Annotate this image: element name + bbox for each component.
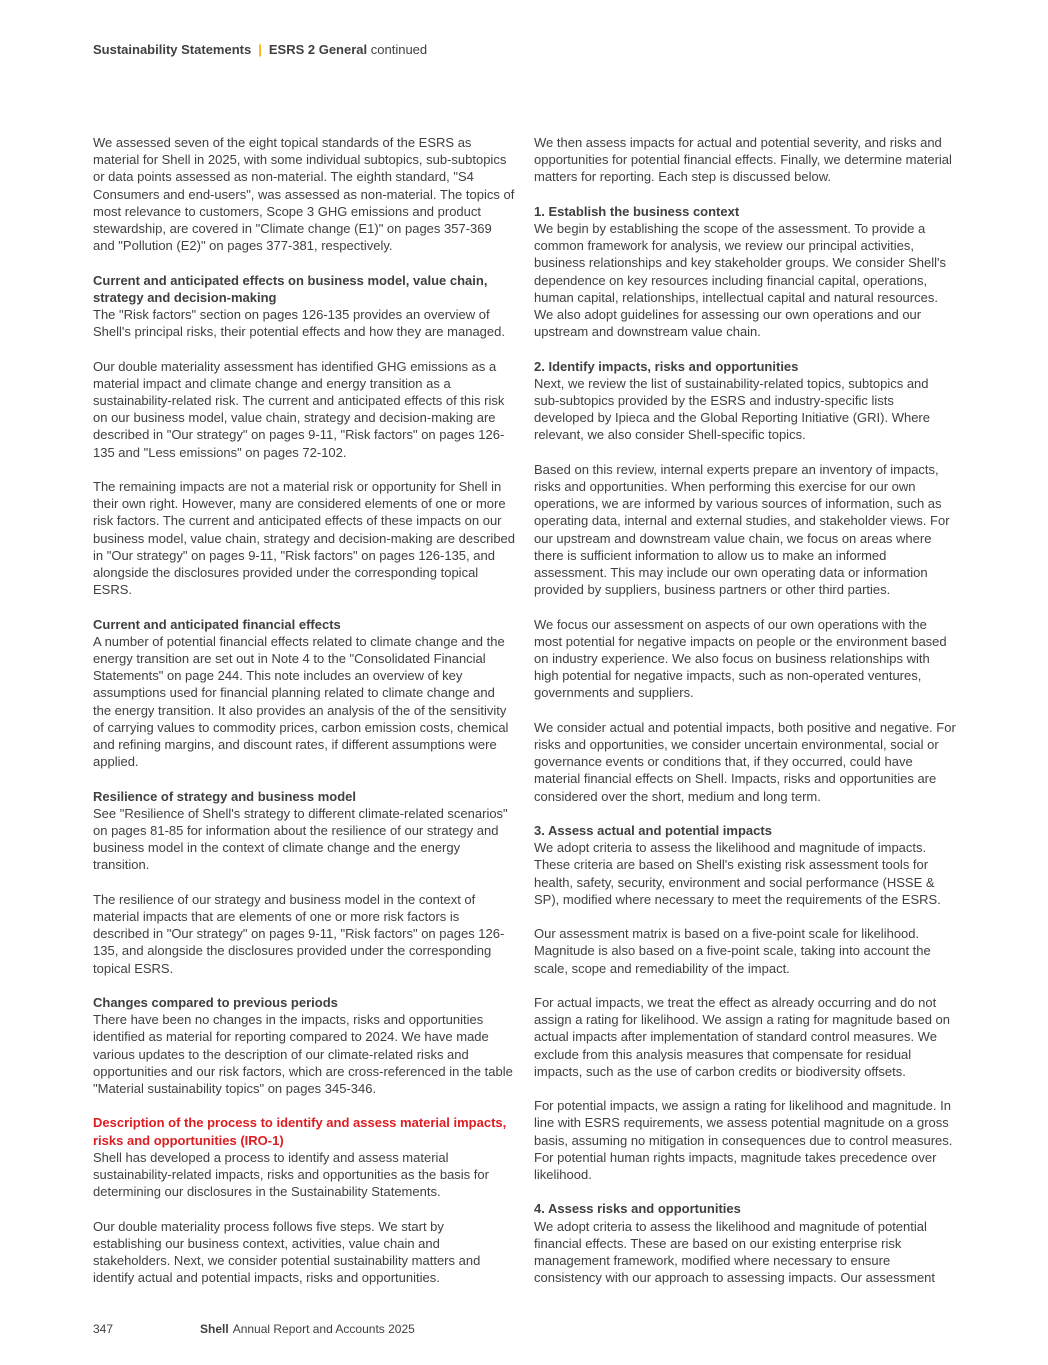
running-header	[93, 42, 427, 57]
header-section: Sustainability Statements	[93, 42, 252, 57]
paragraph: A number of potential financial effects related to climate change and the energy transition are set out in Note 4 to the "Consolidated Financial Statements" on page 244. This note includes an overview of key assumptions used for financial planning related to climate change and the energy transition. It also provides an analysis of the of the sensitivity of carrying values to commodity prices, carbon emission costs, chemical and refining margins, and discount rates, if different assumptions were applied.	[93, 633, 509, 770]
header-suffix: continued	[370, 42, 428, 57]
step-heading: 4. Assess risks and opportunities	[534, 1201, 741, 1217]
paragraph: Our double materiality assessment has identified GHG emissions as a material impact and climate change and energy transition as a sustainability-related risk. The current and anticipated effects of this risk on our business model, value chain, strategy and decision-making are described in "Our strategy" on pages 9-11, "Risk factors" on pages 126-135 and "Less emissions" on pages 72-102.	[93, 358, 505, 460]
page-footer	[93, 1322, 415, 1336]
iro-1-heading: Description of the process to identify and assess material impacts, risks and opportunities (IRO-1)	[93, 1115, 507, 1148]
paragraph: We adopt criteria to assess the likelihood and magnitude of impacts. These criteria are based on Shell's existing risk assessment tools for health, safety, security, environment and social performance (HSSE & SP), modified where necessary to meet the requirements of the ESRS.	[534, 840, 941, 907]
paragraph: For actual impacts, we treat the effect as already occurring and do not assign a rating for likelihood. We assign a rating for magnitude based on actual impacts after implementation of standard control measures. We exclude from this analysis measures that compensate for residual impacts, such as the use of carbon credits or biodiversity offsets.	[534, 995, 951, 1079]
section-heading: Changes compared to previous periods	[93, 995, 338, 1011]
brand-name: Shell	[200, 1322, 229, 1336]
paragraph: The remaining impacts are not a material risk or opportunity for Shell in their own right. However, many are considered elements of one or more risk factors. The current and anticipated effects of these impacts on our business model, value chain, strategy and decision-making are described in "Our strategy" on pages 9-11, "Risk factors" on pages 126-135, and alongside the disclosures provided under the corresponding topical ESRS.	[93, 479, 516, 598]
paragraph: For potential impacts, we assign a rating for likelihood and magnitude. In line with ESRS requirements, we assess potential magnitude on a gross basis, assuming no mitigation in consequences due to control measures. For potential human rights impacts, magnitude takes precedence over likelihood.	[534, 1098, 953, 1183]
paragraph: We adopt criteria to assess the likelihood and magnitude of potential financial effects. These are based on our existing enterprise risk management framework, modified where necessary to ensure consistency with our approach to assessing impacts. Our assessment	[534, 1218, 936, 1286]
paragraph: We consider actual and potential impacts, both positive and negative. For risks and opportunities, we consider uncertain environmental, social or governance events or conditions that, if they occurred, could have material financial effects on Shell. Impacts, risks and opportunities are considered over the short, medium and long term.	[534, 719, 956, 804]
report-title: Annual Report and Accounts 2025	[232, 1322, 415, 1336]
paragraph: We begin by establishing the scope of the assessment. To provide a common framework for analysis, we review our principal activities, business relationships and key stakeholder groups. We consider Shell's dependence on key resources including financial capital, operations, human capital, relationships, intellectual capital and natural resources. We also adopt guidelines for assessing our own operations and our upstream and downstream value chain.	[534, 221, 946, 340]
paragraph: We assessed seven of the eight topical standards of the ESRS as material for Shell in 2025, with some individual subtopics, sub-subtopics or data points assessed as non-material. The eighth standard, "S4 Consumers and end-users", was assessed as non-material. The topics of most relevance to customers, Scope 3 GHG emissions and product stewardship, are covered in "Climate change (E1)" on pages 357-369 and "Pollution (E2)" on pages 377-381, respectively.	[93, 135, 515, 254]
paragraph: We focus our assessment on aspects of our own operations with the most potential for negative impacts on people or the environment based on industry experience. We also focus on business relationships with high potential for negative impacts, such as non-operated ventures, governments and suppliers.	[534, 616, 947, 701]
section-heading: Current and anticipated financial effects	[93, 616, 341, 632]
paragraph: Based on this review, internal experts prepare an inventory of impacts, risks and opportunities. When performing this exercise for our own operations, we are informed by various sources of information, such as operating data, internal and external studies, and stakeholder views. For our upstream and downstream value chain, we focus on areas where there is sufficient information to allow us to make an informed assessment. This may include our own operating data or information provided by suppliers, business partners or other third parties.	[534, 461, 950, 598]
left-column	[93, 134, 516, 1304]
paragraph: Next, we review the list of sustainability-related topics, subtopics and sub-subtopics provided by the ESRS and industry-specific lists developed by Ipieca and the Global Reporting Initiative (GRI). Where relevant, we also consider Shell-specific topics.	[534, 375, 930, 443]
step-heading: 1. Establish the business context	[534, 203, 740, 219]
right-column	[534, 134, 957, 1286]
paragraph: We then assess impacts for actual and potential severity, and risks and opportunities for potential financial effects. Finally, we determine material matters for reporting. Each step is discussed below.	[534, 135, 952, 185]
footer-brand	[200, 1322, 415, 1336]
section-heading: Resilience of strategy and business model	[93, 788, 356, 804]
header-separator: |	[258, 42, 262, 57]
page-number: 347	[93, 1322, 114, 1336]
paragraph: Our double materiality process follows five steps. We start by establishing our business context, activities, value chain and stakeholders. Next, we consider potential sustainability matters and identify actual and potential impacts, risks and opportunities.	[93, 1218, 481, 1286]
paragraph: The resilience of our strategy and business model in the context of material impacts that are elements of one or more risk factors is described in "Our strategy" on pages 9-11, "Risk factors" on pages 126-135, and alongside the disclosures provided under the corresponding topical ESRS.	[93, 891, 505, 976]
paragraph: Shell has developed a process to identify and assess material sustainability-related impacts, risks and opportunities as the basis for determining our disclosures in the Sustainability Statements.	[93, 1149, 489, 1200]
step-heading: 3. Assess actual and potential impacts	[534, 823, 772, 839]
paragraph: There have been no changes in the impacts, risks and opportunities identified as material for reporting compared to 2024. We have made various updates to the description of our climate-related risks and opportunities and our risk factors, which are cross-referenced in the table "Material sustainability topics" on pages 345-346.	[93, 1012, 513, 1097]
paragraph: Our assessment matrix is based on a five-point scale for likelihood. Magnitude is also based on a five-point scale, taking into account the scale, scope and remediability of the impact.	[534, 926, 931, 976]
section-heading: Current and anticipated effects on business model, value chain, strategy and decision-making	[93, 272, 488, 305]
paragraph: See "Resilience of Shell's strategy to different climate-related scenarios" on pages 81-85 for information about the resilience of our strategy and business model in the context of climate change and the energy transition.	[93, 805, 508, 873]
step-heading: 2. Identify impacts, risks and opportunities	[534, 358, 799, 374]
paragraph: The "Risk factors" section on pages 126-135 provides an overview of Shell's principal risks, their potential effects and how they are managed.	[93, 307, 505, 340]
header-subsection: ESRS 2 General	[268, 42, 368, 57]
